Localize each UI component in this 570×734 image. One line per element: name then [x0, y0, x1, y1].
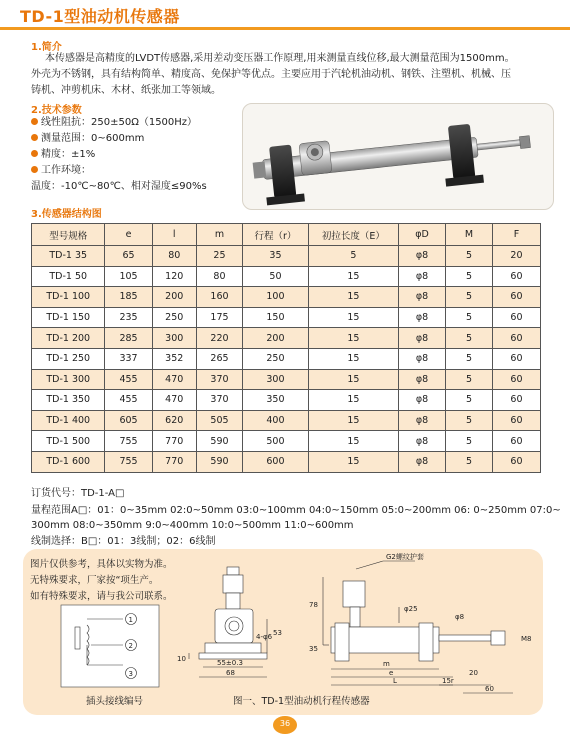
table-cell: 5	[446, 410, 493, 431]
table-cell: 455	[105, 369, 152, 390]
table-cell: 5	[446, 431, 493, 452]
table-cell: 65	[105, 246, 152, 267]
side-view	[323, 561, 513, 693]
hole-dim: 4-φ6	[256, 633, 273, 641]
table-cell: 235	[105, 307, 152, 328]
section-3-heading: 3.传感器结构图	[31, 209, 102, 220]
table-header-cell: 初拉长度（E）	[308, 224, 398, 246]
table-cell: 755	[105, 431, 152, 452]
table-cell: TD-1 200	[32, 328, 105, 349]
table-cell: TD-1 100	[32, 287, 105, 308]
table-cell: 250	[243, 348, 309, 369]
note-line: 无特殊要求，厂家按“项生产。	[30, 575, 159, 586]
table-row	[32, 431, 541, 452]
table-cell: 5	[446, 348, 493, 369]
section-2-heading: 2.技术参数	[31, 105, 82, 116]
table-cell: 15	[308, 390, 398, 411]
thread-label: G2螺纹护套	[386, 553, 424, 561]
table-cell: 80	[152, 246, 196, 267]
table-cell: 60	[492, 410, 540, 431]
range-line-2: 300mm 08:0~350mm 9:0~400mm 10:0~500mm 11:0~600mm	[31, 520, 354, 531]
table-cell: TD-1 250	[32, 348, 105, 369]
table-cell: TD-1 300	[32, 369, 105, 390]
table-cell: 200	[243, 328, 309, 349]
table-cell: 60	[492, 266, 540, 287]
table-cell: 60	[492, 431, 540, 452]
table-cell: 105	[105, 266, 152, 287]
table-cell: 755	[105, 451, 152, 472]
page-title: TD-1型油动机传感器	[20, 7, 180, 26]
spec-item	[31, 131, 144, 147]
bullet-icon	[31, 166, 38, 173]
table-cell: 15	[308, 410, 398, 431]
product-photo	[242, 103, 554, 210]
table-cell: 60	[492, 307, 540, 328]
table-header-cell: φD	[399, 224, 446, 246]
table-cell: 5	[446, 287, 493, 308]
table-cell: 770	[152, 431, 196, 452]
diameter-dim: φ8	[455, 613, 465, 621]
table-cell: 370	[196, 369, 242, 390]
table-cell: 505	[196, 410, 242, 431]
table-cell: 15	[308, 328, 398, 349]
sensor-illustration	[243, 104, 553, 209]
table-cell: φ8	[399, 348, 446, 369]
table-cell: 25	[196, 246, 242, 267]
title-underline	[0, 27, 570, 30]
table-cell: 5	[446, 328, 493, 349]
table-header-row	[32, 224, 541, 246]
table-cell: φ8	[399, 307, 446, 328]
pin-label: 1	[128, 616, 133, 624]
table-cell: φ8	[399, 431, 446, 452]
table-header-cell: l	[152, 224, 196, 246]
table-cell: 60	[492, 287, 540, 308]
length-m: m	[383, 660, 390, 668]
note-line: 图片仅供参考，具体以实物为准。	[30, 559, 173, 570]
pin-label: 2	[128, 642, 133, 650]
table-cell: 590	[196, 451, 242, 472]
table-cell: 5	[446, 246, 493, 267]
table-cell: 5	[446, 390, 493, 411]
table-cell: 15	[308, 307, 398, 328]
table-cell: 60	[492, 348, 540, 369]
section-1-heading: 1.简介	[31, 42, 62, 53]
table-cell: φ8	[399, 410, 446, 431]
table-cell: 500	[243, 431, 309, 452]
table-cell: 220	[196, 328, 242, 349]
spec-item-text: 精度：±1%	[41, 149, 96, 160]
table-cell: 60	[492, 451, 540, 472]
environment-text: 温度：-10℃~80℃、相对湿度≤90%s	[31, 181, 207, 192]
spec-item-text: 线性阻抗：250±50Ω（1500Hz）	[41, 117, 198, 128]
range-line-1: 量程范围A□：01：0~35mm 02:0~50mm 03:0~100mm 04:0~150mm 05:0~200mm 06: 0~250mm 07:0~	[31, 505, 561, 516]
width-dim: 68	[226, 669, 235, 677]
intro-line-3: 铸机、冲剪机床、木材、纸张加工等领域。	[31, 85, 221, 96]
note-line: 如有特殊要求，请与我公司联系。	[30, 591, 173, 602]
table-cell: 352	[152, 348, 196, 369]
table-cell: 60	[492, 328, 540, 349]
table-cell: 605	[105, 410, 152, 431]
table-cell: 80	[196, 266, 242, 287]
bullet-icon	[31, 118, 38, 125]
spec-item	[31, 163, 91, 179]
table-cell: φ8	[399, 451, 446, 472]
height-dim: 35	[309, 645, 318, 653]
table-cell: 370	[196, 390, 242, 411]
width-dim: 55±0.3	[217, 659, 243, 667]
table-cell: 265	[196, 348, 242, 369]
table-cell: 60	[492, 369, 540, 390]
spec-item	[31, 115, 197, 131]
table-row	[32, 307, 541, 328]
table-cell: 250	[152, 307, 196, 328]
stroke-dim: 15r	[442, 677, 454, 685]
table-header-cell: m	[196, 224, 242, 246]
rod-dim: 60	[485, 685, 494, 693]
table-header-cell: M	[446, 224, 493, 246]
wiring-diagram-box	[61, 605, 159, 687]
table-cell: 60	[492, 390, 540, 411]
table-cell: 400	[243, 410, 309, 431]
table-cell: 5	[446, 369, 493, 390]
table-cell: 150	[243, 307, 309, 328]
table-header-cell: 型号规格	[32, 224, 105, 246]
table-cell: TD-1 50	[32, 266, 105, 287]
table-cell: 5	[446, 451, 493, 472]
table-cell: 620	[152, 410, 196, 431]
table-header-cell: F	[492, 224, 540, 246]
base-dim: 10	[177, 655, 186, 663]
table-row	[32, 328, 541, 349]
pin-label: 3	[128, 670, 133, 678]
table-header-cell: 行程（r）	[243, 224, 309, 246]
spec-item	[31, 147, 95, 163]
table-header-cell: e	[105, 224, 152, 246]
height-dim: 53	[273, 629, 282, 637]
table-row	[32, 451, 541, 472]
table-cell: 600	[243, 451, 309, 472]
table-cell: 15	[308, 451, 398, 472]
table-cell: 50	[243, 266, 309, 287]
table-cell: 15	[308, 369, 398, 390]
spec-table	[31, 223, 541, 473]
diameter-dim: φ25	[404, 605, 418, 613]
table-cell: TD-1 500	[32, 431, 105, 452]
table-cell: 5	[446, 266, 493, 287]
height-dim: 78	[309, 601, 318, 609]
thread-dim: M8	[521, 635, 532, 643]
wiring-caption: 插头接线编号	[86, 696, 144, 707]
table-cell: TD-1 350	[32, 390, 105, 411]
table-row	[32, 369, 541, 390]
wire-selection: 线制选择：B□：01：3线制；02：6线制	[31, 536, 216, 547]
table-cell: 350	[243, 390, 309, 411]
table-cell: 5	[308, 246, 398, 267]
page-number: 36	[273, 716, 297, 734]
table-cell: 15	[308, 266, 398, 287]
table-cell: 15	[308, 431, 398, 452]
intro-line-2: 外壳为不锈钢，具有结构简单、精度高、免保护等优点。主要应用于汽轮机油动机、钢铁、注塑机、机械、压	[31, 69, 511, 80]
table-cell: 100	[243, 287, 309, 308]
table-cell: 455	[105, 390, 152, 411]
table-cell: φ8	[399, 246, 446, 267]
table-cell: 175	[196, 307, 242, 328]
table-cell: TD-1 35	[32, 246, 105, 267]
spec-item-text: 测量范围：0~600mm	[41, 133, 145, 144]
figure-caption: 图一、TD-1型油动机行程传感器	[233, 696, 370, 707]
table-cell: TD-1 600	[32, 451, 105, 472]
order-code: 订货代号：TD-1-A□	[31, 488, 125, 499]
table-row	[32, 246, 541, 267]
table-row	[32, 287, 541, 308]
table-cell: φ8	[399, 266, 446, 287]
table-cell: 15	[308, 348, 398, 369]
length-e: e	[389, 669, 394, 677]
table-cell: 15	[308, 287, 398, 308]
table-row	[32, 348, 541, 369]
bullet-icon	[31, 134, 38, 141]
table-cell: 337	[105, 348, 152, 369]
spec-table-body	[32, 246, 541, 473]
table-cell: φ8	[399, 328, 446, 349]
table-cell: 300	[152, 328, 196, 349]
table-row	[32, 390, 541, 411]
table-cell: φ8	[399, 287, 446, 308]
table-cell: 5	[446, 307, 493, 328]
table-cell: 590	[196, 431, 242, 452]
intro-line-1: 本传感器是高精度的LVDT传感器,采用差动变压器工作原理,用来测量直线位移,最大测量范围为1500mm。	[45, 53, 515, 64]
bullet-icon	[31, 150, 38, 157]
table-row	[32, 266, 541, 287]
table-cell: 300	[243, 369, 309, 390]
table-cell: TD-1 150	[32, 307, 105, 328]
table-cell: 770	[152, 451, 196, 472]
table-cell: TD-1 400	[32, 410, 105, 431]
length-l: L	[393, 677, 397, 685]
table-cell: 35	[243, 246, 309, 267]
table-cell: 160	[196, 287, 242, 308]
table-cell: 120	[152, 266, 196, 287]
rod-dim: 20	[469, 669, 478, 677]
table-cell: 200	[152, 287, 196, 308]
table-cell: 185	[105, 287, 152, 308]
table-cell: 470	[152, 369, 196, 390]
table-cell: 285	[105, 328, 152, 349]
table-cell: φ8	[399, 390, 446, 411]
table-cell: 470	[152, 390, 196, 411]
technical-drawing	[23, 549, 543, 715]
table-row	[32, 410, 541, 431]
table-cell: φ8	[399, 369, 446, 390]
table-cell: 20	[492, 246, 540, 267]
spec-item-text: 工作环境：	[41, 165, 91, 176]
